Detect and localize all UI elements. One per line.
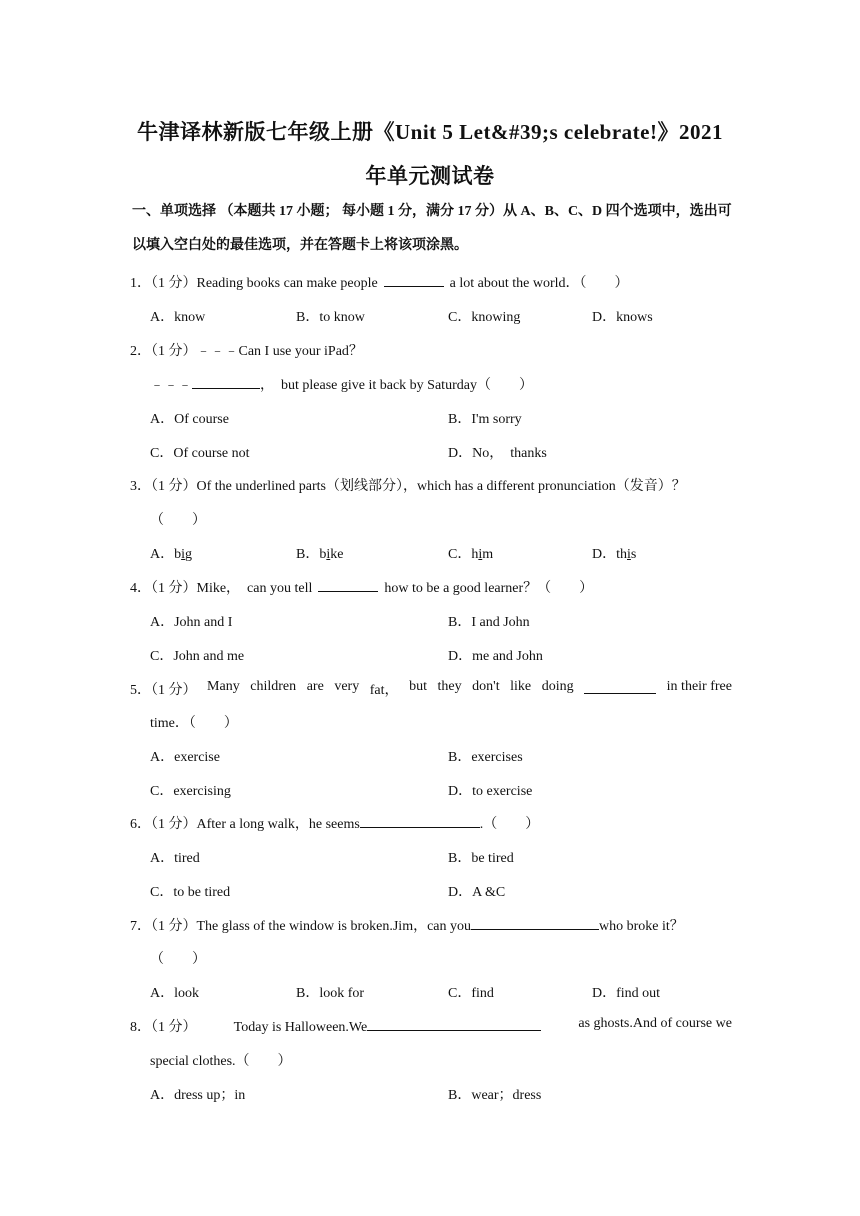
- answer-blank: [318, 577, 378, 592]
- question-score: （1 分）: [151, 919, 197, 934]
- question-text: as ghosts.And of course we: [578, 1016, 732, 1031]
- question-number: 2．: [130, 344, 151, 359]
- question-text-with-blank: [234, 1016, 542, 1036]
- answer-blank: [384, 272, 444, 287]
- answer-blank: [360, 813, 480, 828]
- answer-blank: [471, 915, 599, 930]
- question-text: The glass of the window is broken.Jim，can you: [196, 919, 472, 934]
- option-text: B．b: [296, 547, 327, 562]
- option-text: D．th: [592, 547, 627, 562]
- question-5-stem: [130, 679, 732, 699]
- option-b[interactable]: B．I and John: [448, 615, 530, 630]
- option-c[interactable]: C．find: [448, 986, 494, 1001]
- option-text: C．h: [448, 547, 479, 562]
- option-d[interactable]: D．knows: [592, 310, 653, 325]
- option-text: s: [630, 547, 637, 562]
- question-text: Mike， can you tell: [196, 581, 313, 596]
- question-text: ， but please give it back by Saturday（ ）: [260, 378, 533, 393]
- page-title-line1: 牛津译林新版七年级上册《Unit 5 Let&#39;s celebrate!》2021: [136, 120, 723, 144]
- option-text: A．b: [150, 547, 182, 562]
- option-c[interactable]: C．Of course not: [150, 446, 250, 461]
- question-5-stem-cont: time．（ ）: [150, 716, 238, 731]
- question-8-stem: [130, 1016, 732, 1036]
- option-d[interactable]: D．A &C: [448, 885, 506, 900]
- question-word: like: [510, 679, 532, 694]
- option-b[interactable]: B．look for: [296, 986, 365, 1001]
- option-b[interactable]: B．I'm sorry: [448, 412, 522, 427]
- option-d[interactable]: D．to exercise: [448, 784, 533, 799]
- option-c[interactable]: C．to be tired: [150, 885, 231, 900]
- question-score: （1 分）: [151, 1020, 197, 1035]
- section-heading: 一、单项选择 （本题共 17 小题； 每小题 1 分，满分 17 分）从 A、B、C、D 四个选项中，选出可以填入空白处的最佳选项，并在答题卡上将该项涂黑。: [132, 204, 732, 253]
- question-number: 3．: [130, 479, 151, 494]
- question-word: but: [409, 679, 427, 694]
- question-number: 1．: [130, 276, 151, 291]
- question-word: very: [334, 679, 360, 694]
- option-text: m: [482, 547, 494, 562]
- option-b[interactable]: [296, 543, 343, 563]
- question-word: they: [437, 679, 462, 694]
- underlined-letter: i: [478, 547, 483, 562]
- option-a[interactable]: A．Of course: [150, 412, 229, 427]
- option-a[interactable]: A．look: [150, 986, 199, 1001]
- question-3-stem-cont: （ ）: [150, 513, 206, 528]
- answer-blank: [192, 374, 260, 389]
- question-word: doing: [541, 679, 574, 694]
- option-d[interactable]: [592, 543, 636, 563]
- question-text: .（ ）: [479, 817, 540, 832]
- option-d[interactable]: D．me and John: [448, 649, 543, 664]
- question-word: are: [306, 679, 324, 694]
- option-a[interactable]: A．know: [150, 310, 206, 325]
- question-score: （1 分）: [151, 276, 197, 291]
- option-b[interactable]: B．exercises: [448, 750, 523, 765]
- question-number: 8．: [130, 1020, 151, 1035]
- underlined-letter: i: [627, 547, 631, 562]
- question-number: 4．: [130, 581, 151, 596]
- question-7-stem: [130, 915, 684, 935]
- question-4-stem: [130, 577, 593, 597]
- option-a[interactable]: A．exercise: [150, 750, 220, 765]
- underlined-letter: i: [181, 547, 186, 562]
- option-c[interactable]: [448, 543, 493, 563]
- question-word: don't: [472, 679, 500, 694]
- question-text: a lot about the world．（ ）: [449, 276, 629, 291]
- question-text: After a long walk，he seems: [196, 817, 360, 832]
- option-b[interactable]: B．to know: [296, 310, 365, 325]
- question-score: （1 分）: [151, 344, 197, 359]
- question-number: 7．: [130, 919, 151, 934]
- option-c[interactable]: C．exercising: [150, 784, 231, 799]
- question-score: （1 分）: [151, 581, 197, 596]
- question-prefix: [130, 1016, 197, 1036]
- option-a[interactable]: A．John and I: [150, 615, 233, 630]
- question-word: fat，: [369, 683, 399, 698]
- option-b[interactable]: B．wear；dress: [448, 1088, 542, 1103]
- option-b[interactable]: B．be tired: [448, 851, 514, 866]
- question-score: （1 分）: [151, 817, 197, 832]
- question-text: Of the underlined parts（划线部分），which has a different pronunciation（发音）？: [196, 479, 686, 494]
- question-2-stem-cont: [150, 374, 533, 394]
- option-d[interactable]: D．find out: [592, 986, 661, 1001]
- answer-blank: [584, 679, 656, 694]
- question-2-stem: [130, 340, 363, 360]
- question-score: （1 分）: [151, 683, 197, 698]
- question-text: ﹣﹣﹣Can I use your iPad？: [196, 344, 363, 359]
- option-c[interactable]: C．knowing: [448, 310, 521, 325]
- question-text: Today is Halloween.We: [233, 1020, 368, 1035]
- question-text: ﹣﹣﹣: [150, 378, 192, 393]
- question-6-stem: [130, 813, 539, 833]
- question-number: 6．: [130, 817, 151, 832]
- option-text: g: [185, 547, 193, 562]
- option-c[interactable]: C．John and me: [150, 649, 245, 664]
- option-a[interactable]: [150, 543, 192, 563]
- question-prefix: [130, 679, 197, 699]
- question-1-stem: [130, 272, 629, 292]
- option-a[interactable]: A．tired: [150, 851, 200, 866]
- question-word: Many: [207, 679, 240, 694]
- question-number: 5．: [130, 683, 151, 698]
- option-a[interactable]: A．dress up；in: [150, 1088, 246, 1103]
- question-8-stem-cont: special clothes.（ ）: [150, 1054, 292, 1069]
- underlined-letter: i: [326, 547, 331, 562]
- question-word: children: [250, 679, 297, 694]
- question-7-stem-cont: （ ）: [150, 952, 206, 967]
- answer-blank: [367, 1016, 541, 1031]
- option-text: ke: [330, 547, 344, 562]
- question-text: how to be a good learner？（ ）: [384, 581, 594, 596]
- page-title-line2: 年单元测试卷: [365, 164, 495, 188]
- question-text: in their free: [666, 679, 732, 694]
- question-text: who broke it？: [599, 919, 684, 934]
- question-score: （1 分）: [151, 479, 197, 494]
- question-3-stem: [130, 475, 686, 495]
- option-d[interactable]: D．No， thanks: [448, 446, 547, 461]
- question-text: Reading books can make people: [196, 276, 378, 291]
